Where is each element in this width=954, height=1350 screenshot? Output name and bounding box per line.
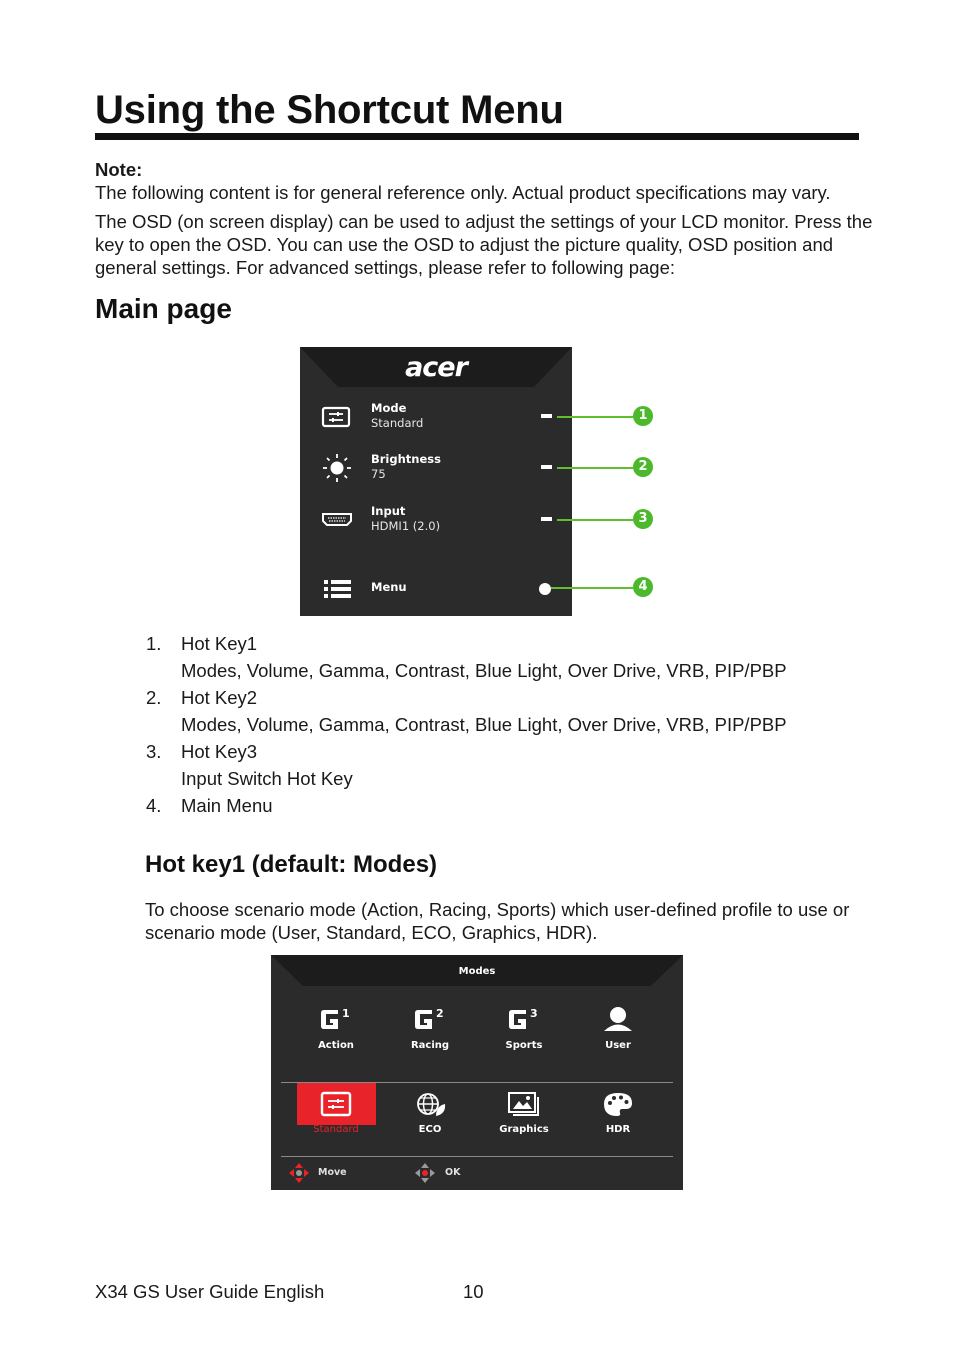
list-item-number: 2. [146, 687, 162, 708]
page-title: Using the Shortcut Menu [95, 88, 564, 132]
note-text: The following content is for general reference only. Actual product specifications may vary. [95, 182, 831, 203]
list-item-number: 3. [146, 741, 162, 762]
callout-line-2 [557, 467, 633, 469]
callout-1: 1 [633, 406, 653, 426]
osd-mode-value: Standard [371, 416, 424, 430]
list-item-title: Hot Key2 [181, 687, 258, 708]
nav-ok-label: OK [445, 1167, 461, 1178]
osd-brightness-label: Brightness [371, 452, 441, 466]
callout-2: 2 [633, 457, 653, 477]
list-item-desc: Input Switch Hot Key [181, 768, 353, 789]
brightness-icon [320, 453, 354, 483]
hdr-palette-icon[interactable] [598, 1089, 638, 1119]
callout-line-3 [557, 519, 633, 521]
callout-line-4 [551, 587, 633, 589]
hdmi-icon [320, 504, 354, 534]
mode-eco-label[interactable]: ECO [418, 1124, 442, 1135]
mode-icon [320, 402, 354, 432]
mode-standard-label[interactable]: Standard [313, 1124, 359, 1135]
g3-icon[interactable] [504, 1004, 544, 1034]
user-icon[interactable] [598, 1004, 638, 1034]
callout-4: 4 [633, 577, 653, 597]
modes-title: Modes [458, 966, 496, 977]
osd-brightness-value: 75 [371, 467, 386, 481]
graphics-icon[interactable] [504, 1089, 544, 1119]
list-item-desc: Modes, Volume, Gamma, Contrast, Blue Light, Over Drive, VRB, PIP/PBP [181, 714, 787, 735]
osd-header-trapezoid [300, 347, 572, 387]
nav-move-label: Move [318, 1167, 347, 1178]
osd-input-value: HDMI1 (2.0) [371, 519, 441, 533]
svg-text:1: 1 [342, 1007, 350, 1020]
osd-menu-label: Menu [371, 580, 407, 594]
list-item-number: 1. [146, 633, 162, 654]
list-item-title: Hot Key3 [181, 741, 258, 762]
intro-paragraph: The OSD (on screen display) can be used to adjust the settings of your LCD monitor. Press the key to open the OSD. You can use the OSD to adjust the picture quality, OSD position and general settings. For advanced settings, please refer to following page: [95, 211, 873, 278]
standard-icon[interactable] [316, 1089, 356, 1119]
hotkey1-paragraph: To choose scenario mode (Action, Racing, Sports) which user-defined profile to use or scenario mode (User, Standard, ECO, Graphics, HDR). [145, 899, 850, 943]
title-rule [95, 133, 859, 140]
list-item-title: Main Menu [181, 795, 273, 816]
osd-hotkey2-indicator[interactable] [541, 465, 552, 469]
osd-modes-panel [271, 955, 683, 1190]
footer-guide-name: X34 GS User Guide English [95, 1281, 325, 1302]
mode-sports-label[interactable]: Sports [505, 1040, 543, 1051]
list-item-desc: Modes, Volume, Gamma, Contrast, Blue Light, Over Drive, VRB, PIP/PBP [181, 660, 787, 681]
mode-hdr-label[interactable]: HDR [605, 1124, 631, 1135]
eco-icon[interactable] [410, 1089, 450, 1119]
mode-racing-label[interactable]: Racing [410, 1040, 450, 1051]
hotkey1-heading: Hot key1 (default: Modes) [145, 851, 438, 878]
mode-graphics-label[interactable]: Graphics [499, 1124, 549, 1135]
svg-text:3: 3 [530, 1007, 538, 1020]
ok-dpad-icon [414, 1162, 436, 1184]
osd-hotkey3-indicator[interactable] [541, 517, 552, 521]
osd-mode-label: Mode [371, 401, 407, 415]
osd-main-panel [300, 347, 572, 616]
g2-icon[interactable] [410, 1004, 450, 1034]
list-item-number: 4. [146, 795, 162, 816]
g1-icon[interactable] [316, 1004, 356, 1034]
callout-3: 3 [633, 509, 653, 529]
mode-action-label[interactable]: Action [318, 1040, 354, 1051]
svg-text:2: 2 [436, 1007, 444, 1020]
osd-menu-indicator[interactable] [539, 583, 551, 595]
osd-input-label: Input [371, 504, 406, 518]
mode-user-label[interactable]: User [605, 1040, 631, 1051]
callout-line-1 [557, 416, 633, 418]
menu-icon [320, 574, 354, 604]
note-label: Note: [95, 159, 143, 180]
move-dpad-icon [288, 1162, 310, 1184]
list-item-title: Hot Key1 [181, 633, 258, 654]
main-page-heading: Main page [95, 293, 232, 324]
osd-hotkey1-indicator[interactable] [541, 414, 552, 418]
acer-logo: acer [405, 352, 467, 383]
footer-page-number: 10 [463, 1281, 484, 1302]
modes-footer-divider [281, 1156, 673, 1157]
